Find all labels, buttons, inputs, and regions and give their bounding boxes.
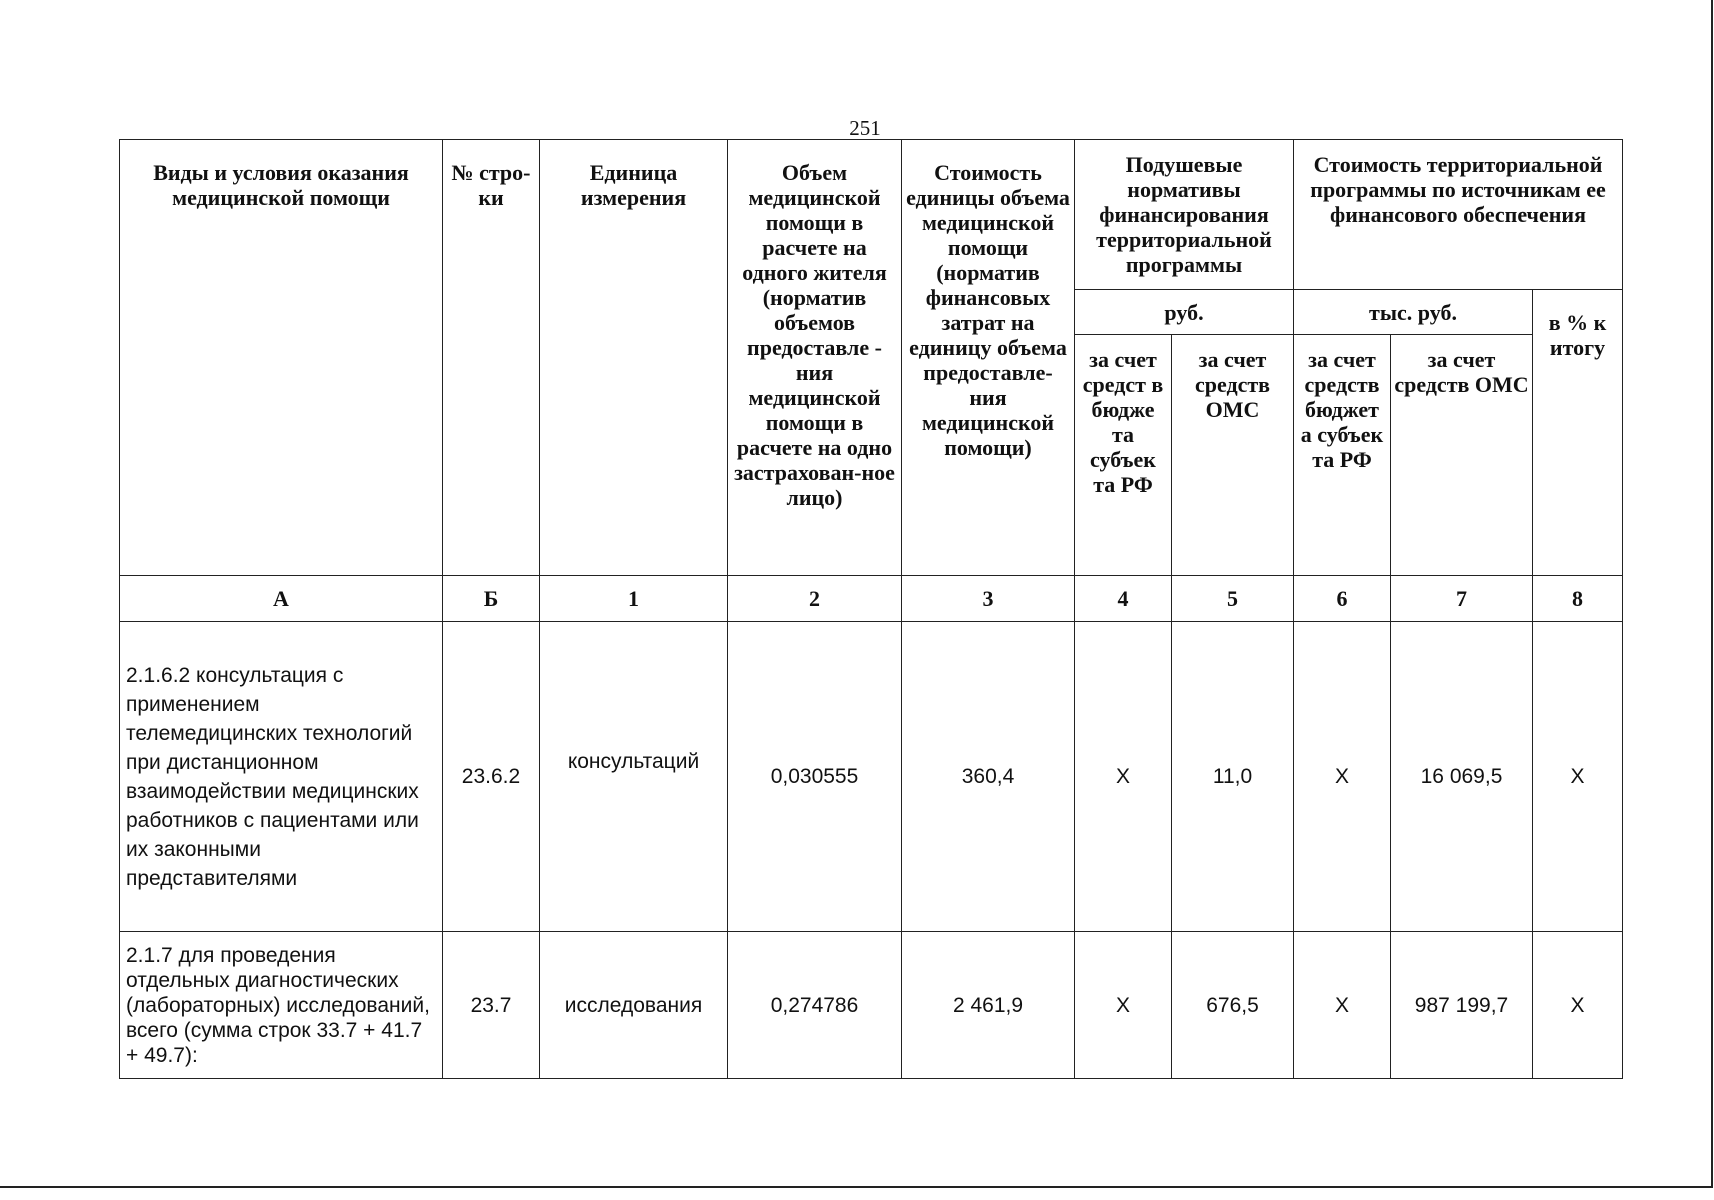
row-oms-per-capita: 11,0 (1172, 622, 1294, 932)
index-cell: А (120, 576, 443, 622)
header-col-4: за счет средст в бюдже та субъек та РФ (1075, 335, 1172, 576)
row-line-number: 23.6.2 (443, 622, 540, 932)
row-oms-total: 987 199,7 (1391, 932, 1533, 1079)
index-cell: 7 (1391, 576, 1533, 622)
header-col-7: за счет средств ОМС (1391, 335, 1533, 576)
header-group-per-capita: Подушевые нормативы финансирования территориальной программы (1075, 140, 1294, 290)
row-percent: Х (1533, 622, 1623, 932)
index-cell: 2 (728, 576, 902, 622)
index-cell: 1 (540, 576, 728, 622)
header-unit-rub: руб. (1075, 290, 1294, 335)
index-cell: Б (443, 576, 540, 622)
header-unit-thousand-rub: тыс. руб. (1294, 290, 1533, 335)
row-volume: 0,030555 (728, 622, 902, 932)
header-col-3: Стоимость единицы объема медицинской помощи (норматив финансовых затрат на единицу объема предоставле-ния медицинской помощи) (902, 140, 1075, 576)
row-unit: исследования (540, 932, 728, 1079)
table-row (120, 932, 1623, 1079)
header-col-5: за счет средств ОМС (1172, 335, 1294, 576)
row-budget-total: Х (1294, 622, 1391, 932)
row-unit-cost: 360,4 (902, 622, 1075, 932)
row-unit-cost: 2 461,9 (902, 932, 1075, 1079)
row-oms-total: 16 069,5 (1391, 622, 1533, 932)
header-col-1: Единица измерения (540, 140, 728, 576)
page-number: 251 (849, 116, 881, 140)
row-name: 2.1.6.2 консультация с применением телемедицинских технологий при дистанционном взаимодействии медицинских работников с пациентами или их законными представителями (120, 622, 443, 932)
row-unit: консультаций (540, 622, 728, 932)
header-row-1 (120, 140, 1623, 290)
column-index-row (120, 576, 1623, 622)
row-volume: 0,274786 (728, 932, 902, 1079)
row-budget-total: Х (1294, 932, 1391, 1079)
header-percent-total: в % к итогу (1533, 290, 1623, 576)
header-col-b: № стро-ки (443, 140, 540, 576)
row-oms-per-capita: 676,5 (1172, 932, 1294, 1079)
row-name: 2.1.7 для проведения отдельных диагностических (лабораторных) исследований, всего (сумма строк 33.7 + 41.7 + 49.7): (120, 932, 443, 1079)
index-cell: 5 (1172, 576, 1294, 622)
index-cell: 8 (1533, 576, 1623, 622)
index-cell: 6 (1294, 576, 1391, 622)
header-col-a: Виды и условия оказания медицинской помощи (120, 140, 443, 576)
index-cell: 4 (1075, 576, 1172, 622)
financing-table (119, 139, 1623, 1079)
header-col-6: за счет средств бюджет а субъек та РФ (1294, 335, 1391, 576)
row-line-number: 23.7 (443, 932, 540, 1079)
row-percent: Х (1533, 932, 1623, 1079)
row-budget-per-capita: Х (1075, 622, 1172, 932)
header-group-cost: Стоимость территориальной программы по источникам ее финансового обеспечения (1294, 140, 1623, 290)
index-cell: 3 (902, 576, 1075, 622)
header-col-2: Объем медицинской помощи в расчете на одного жителя (норматив объемов предоставле - ния медицинской помощи в расчете на одно застрахован-ное лицо) (728, 140, 902, 576)
row-budget-per-capita: Х (1075, 932, 1172, 1079)
table-row (120, 622, 1623, 932)
